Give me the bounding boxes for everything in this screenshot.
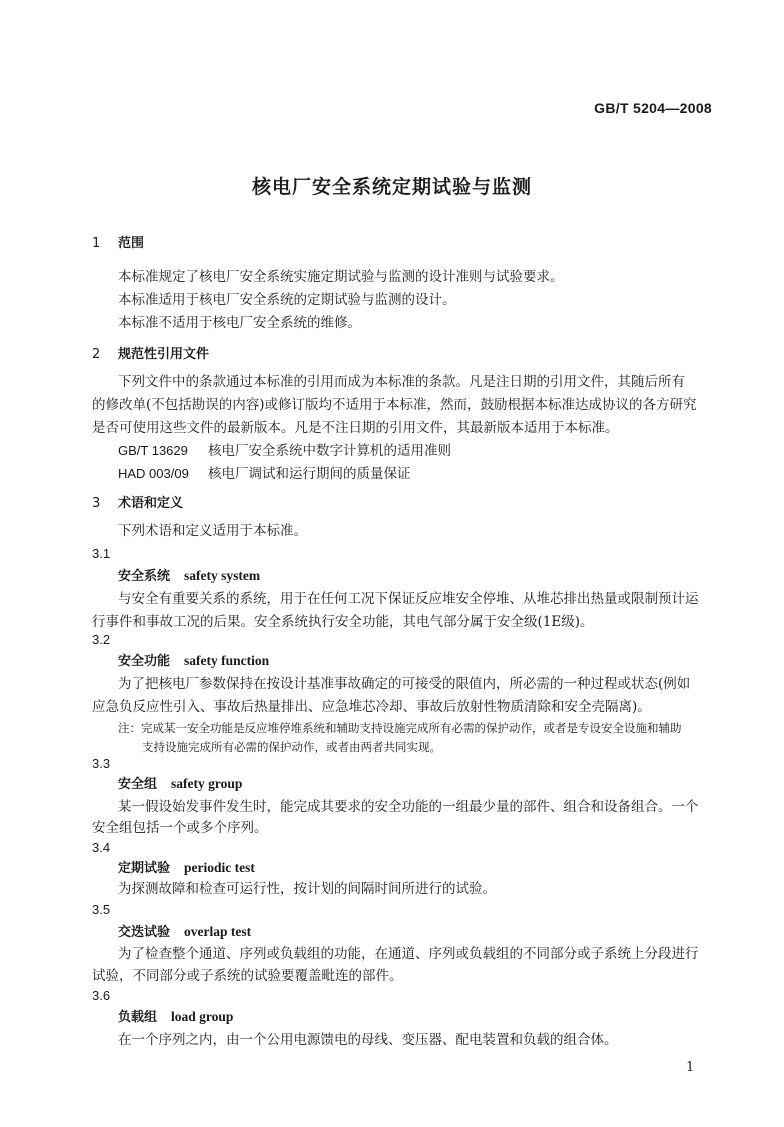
paragraph-line: 的修改单(不包括勘误的内容)或修订版均不适用于本标准，然而，鼓励根据本标准达成协议的各方研究 [92, 397, 697, 413]
standard-number: GB/T 5204—2008 [594, 100, 712, 116]
definition-line: 为了检查整个通道、序列或负载组的功能，在通道、序列或负载组的不同部分或子系统上分段进行 [118, 946, 699, 962]
term-en: periodic test [184, 860, 255, 875]
paragraph-line: 下列术语和定义适用于本标准。 [118, 523, 307, 539]
term-en: safety system [184, 568, 261, 583]
note-line: 支持设施完成所有必需的保护动作，或者由两者共同实现。 [142, 740, 441, 754]
reference-title: 核电厂安全系统中数字计算机的适用准则 [208, 443, 451, 459]
term-number: 3.2 [92, 632, 111, 647]
term-number: 3.4 [92, 840, 111, 855]
term-number: 3.5 [92, 902, 111, 917]
paragraph-line: 本标准规定了核电厂安全系统实施定期试验与监测的设计准则与试验要求。 [118, 269, 564, 285]
section-number: 3 [92, 496, 101, 511]
term-zh: 安全系统 [118, 569, 171, 584]
term-heading [118, 1007, 233, 1028]
section-number: 1 [92, 236, 101, 251]
term-en: load group [171, 1009, 234, 1024]
definition-line: 与安全有重要关系的系统，用于在任何工况下保证反应堆安全停堆、从堆芯排出热量或限制预计运 [118, 591, 699, 607]
reference-code: GB/T 13629 [118, 443, 188, 458]
definition-line: 行事件和事故工况的后果。安全系统执行安全功能，其电气部分属于安全级(1E级)。 [92, 614, 594, 630]
term-en: safety function [184, 653, 270, 668]
paragraph-line: 是否可使用这些文件的最新版本。凡是不注日期的引用文件，其最新版本适用于本标准。 [92, 420, 619, 436]
paragraph-line: 本标准适用于核电厂安全系统的定期试验与监测的设计。 [118, 292, 456, 308]
term-zh: 负载组 [118, 1010, 158, 1025]
section-heading-scope [92, 234, 144, 254]
term-en: safety group [171, 776, 243, 791]
paragraph-line: 下列文件中的条款通过本标准的引用而成为本标准的条款。凡是注日期的引用文件，其随后所有 [118, 374, 685, 390]
term-zh: 安全组 [118, 777, 158, 792]
definition-line: 在一个序列之内，由一个公用电源馈电的母线、变压器、配电装置和负载的组合体。 [118, 1032, 618, 1048]
definition-line: 为探测故障和检查可运行性，按计划的间隔时间所进行的试验。 [118, 881, 496, 897]
term-heading [118, 566, 260, 587]
section-heading-normative-references [92, 345, 209, 365]
definition-line: 安全组包括一个或多个序列。 [92, 820, 268, 836]
definition-line: 试验，不同部分或子系统的试验要覆盖毗连的部件。 [92, 968, 403, 984]
definition-line: 为了把核电厂参数保持在按设计基准事故确定的可接受的限值内，所必需的一种过程或状态(例如 [118, 676, 691, 692]
term-en: overlap test [184, 924, 252, 939]
definition-line: 某一假设始发事件发生时，能完成其要求的安全功能的一组最少量的部件、组合和设备组合。一个 [118, 799, 699, 815]
note-line: 注：完成某一安全功能是反应堆停堆系统和辅助支持设施完成所有必需的保护动作，或者是专设安全设施和辅助 [118, 721, 682, 735]
section-title: 规范性引用文件 [118, 347, 210, 362]
page-number: 1 [686, 1060, 695, 1075]
section-title: 术语和定义 [118, 496, 184, 511]
term-zh: 定期试验 [118, 861, 171, 876]
term-zh: 交迭试验 [118, 925, 171, 940]
paragraph-line: 本标准不适用于核电厂安全系统的维修。 [118, 315, 361, 331]
reference-item [118, 464, 411, 484]
term-zh: 安全功能 [118, 654, 171, 669]
term-heading [118, 922, 251, 943]
section-title: 范围 [118, 236, 145, 251]
document-title: 核电厂安全系统定期试验与监测 [251, 176, 532, 198]
term-number: 3.6 [92, 988, 111, 1003]
reference-code: HAD 003/09 [118, 466, 189, 481]
term-heading [118, 774, 242, 795]
term-number: 3.1 [92, 546, 111, 561]
reference-title: 核电厂调试和运行期间的质量保证 [208, 466, 411, 482]
reference-item [118, 441, 451, 461]
term-number: 3.3 [92, 756, 111, 771]
section-heading-terms-definitions [92, 494, 183, 514]
term-heading [118, 858, 255, 879]
term-heading [118, 651, 269, 672]
section-number: 2 [92, 347, 101, 362]
definition-line: 应急负反应性引入、事故后热量排出、应急堆芯冷却、事故后放射性物质清除和安全壳隔离)。 [92, 699, 651, 715]
